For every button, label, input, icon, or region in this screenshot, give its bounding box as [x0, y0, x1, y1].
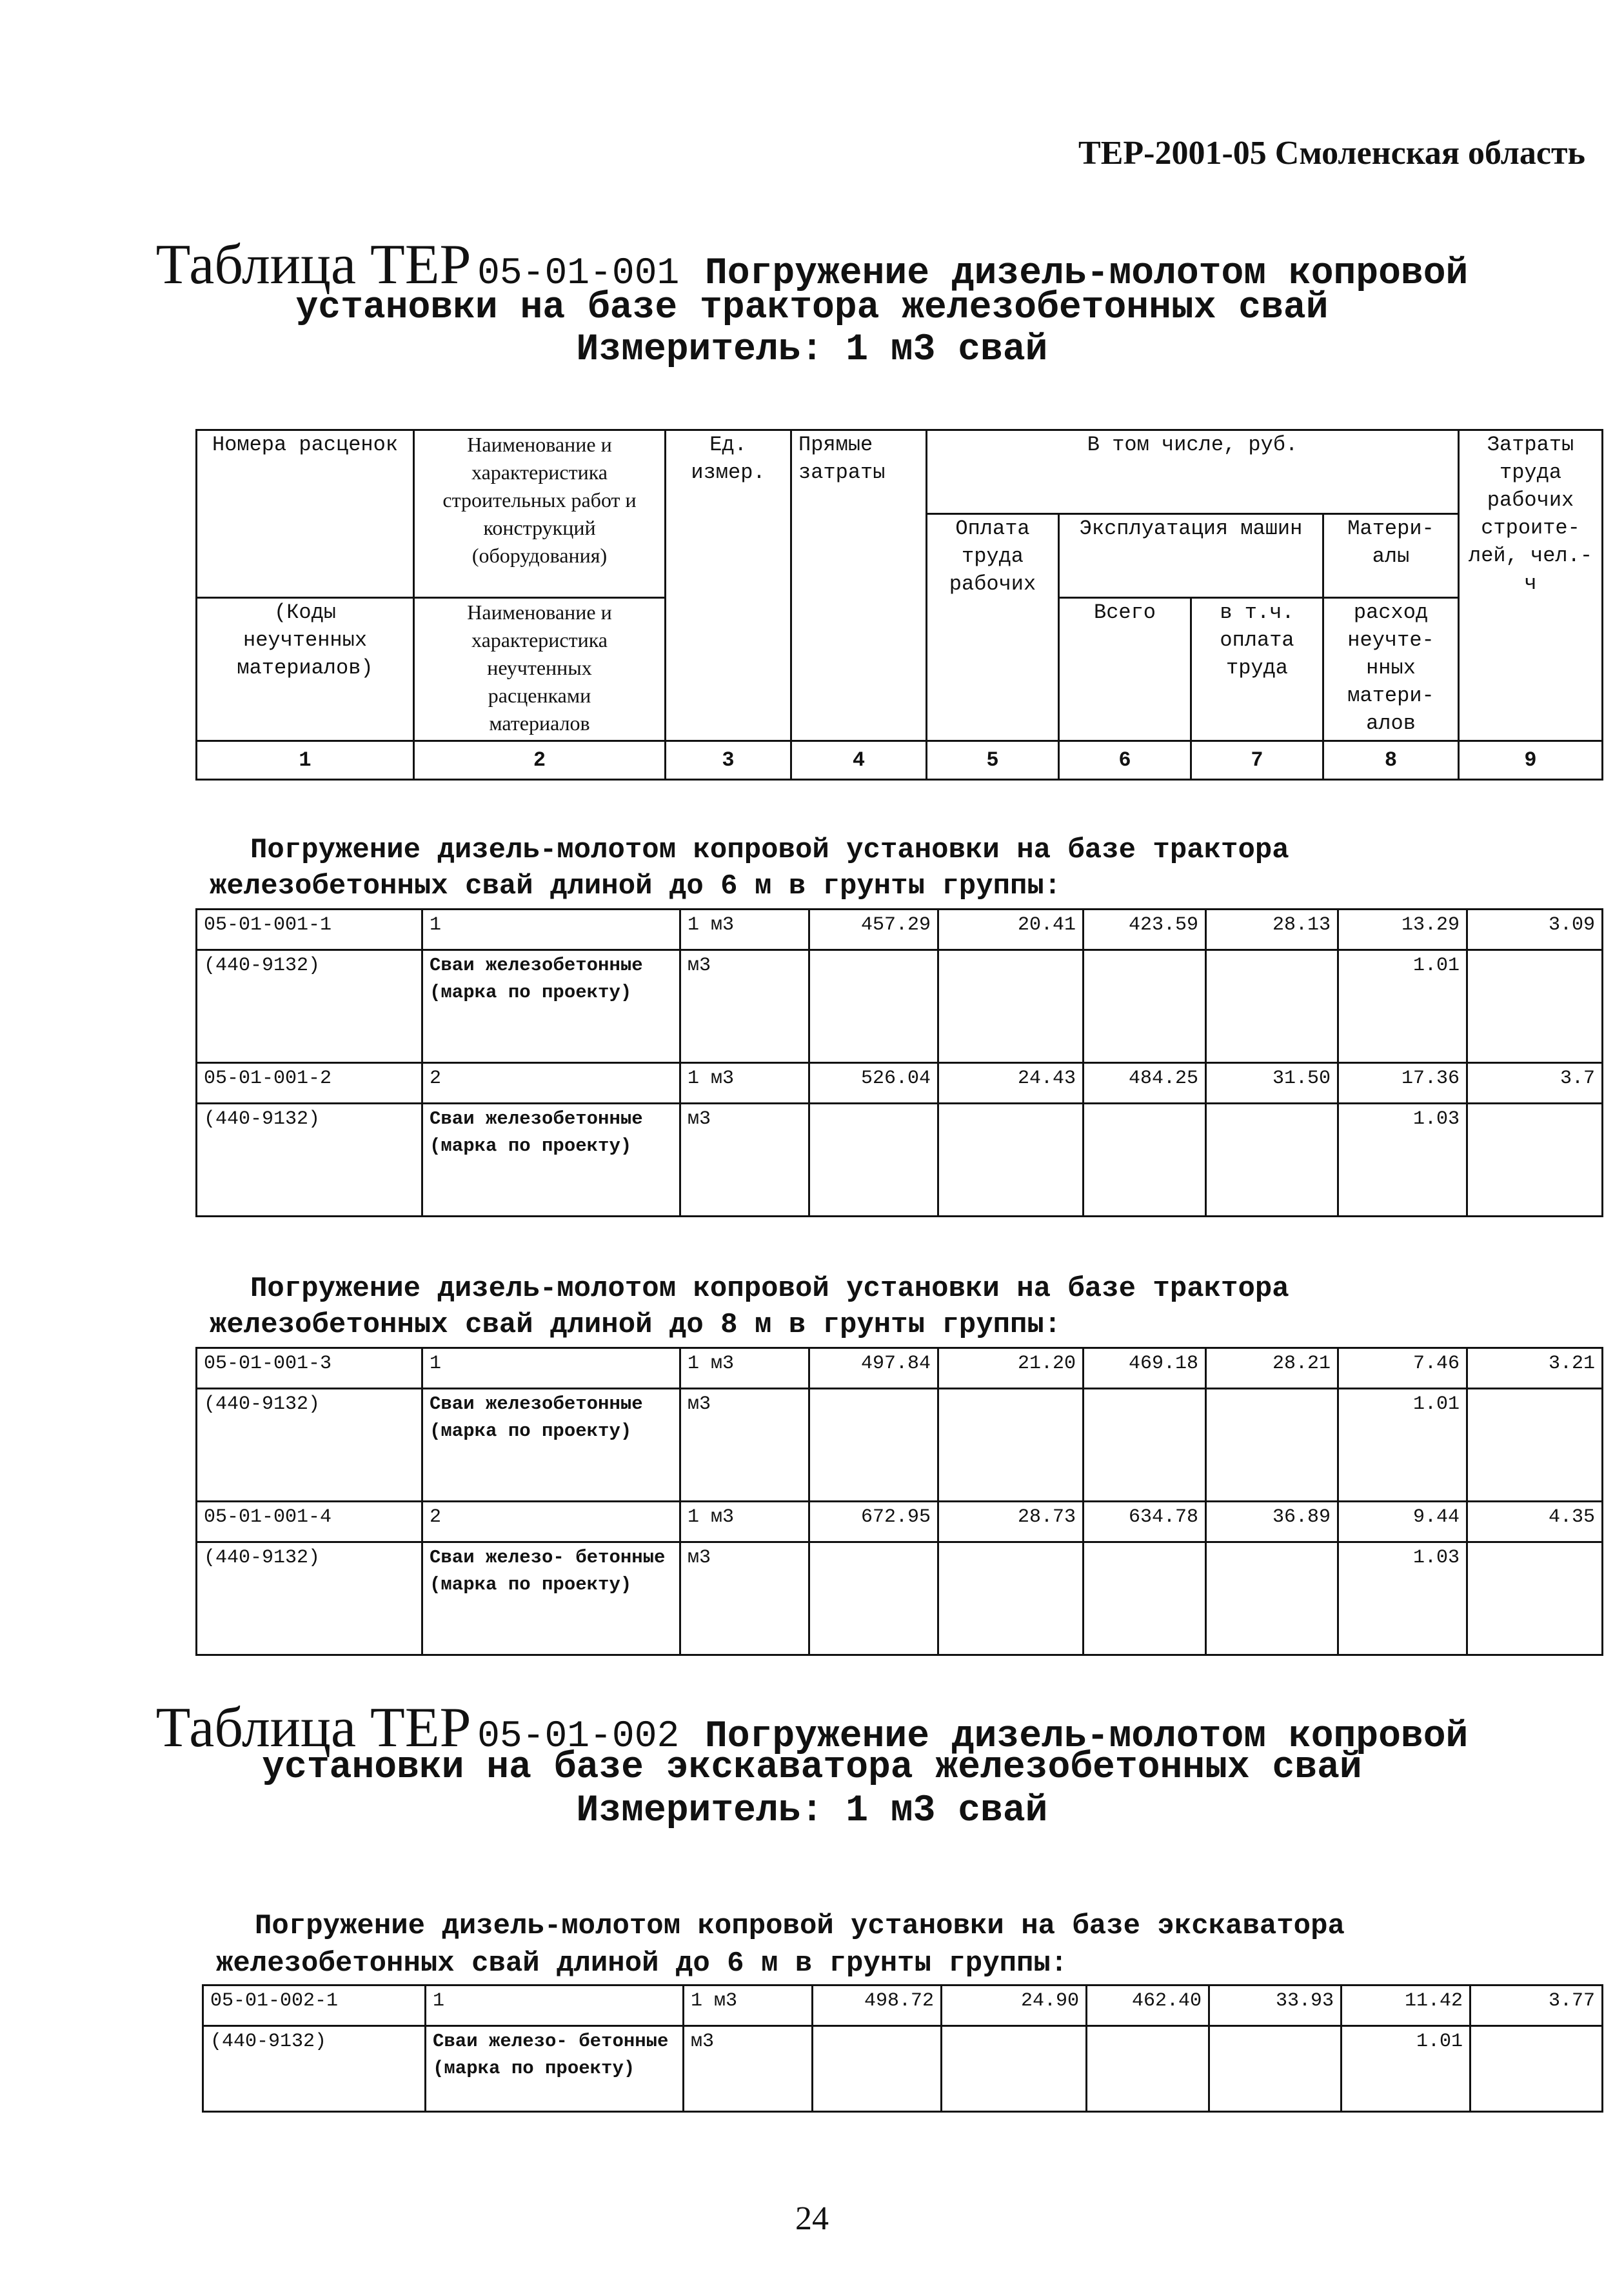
- col6-7-header: Эксплуатация машин: [1059, 514, 1323, 598]
- material-row: [197, 950, 1603, 1063]
- section2-title-line1: Погружение дизель-молотом копровой установки на базе трактора: [250, 1273, 1289, 1305]
- cell-labor: 24.90: [942, 1985, 1087, 2026]
- table-002-title-line2: установки на базе экскаватора железобетонных свай: [262, 1747, 1362, 1789]
- col6-header: Всего: [1059, 598, 1191, 741]
- cell-machines: 469.18: [1084, 1348, 1206, 1389]
- rate-row: [197, 910, 1603, 950]
- cell-code: 05-01-001-4: [197, 1502, 422, 1542]
- section1-title-line1: Погружение дизель-молотом копровой установки на базе трактора: [250, 834, 1289, 866]
- cell-materials: 1.01: [1338, 950, 1467, 1063]
- cell-machines: [1084, 1104, 1206, 1217]
- col-number: 1: [197, 741, 414, 780]
- material-row: [197, 1389, 1603, 1502]
- cell-machines-labor: [1206, 1389, 1338, 1502]
- cell-direct: [809, 1104, 938, 1217]
- cell-code: (440-9132): [197, 1542, 422, 1655]
- col-number: 5: [927, 741, 1059, 780]
- cell-materials: 1.03: [1338, 1542, 1467, 1655]
- cell-labor: 20.41: [938, 910, 1084, 950]
- cell-code: 05-01-001-1: [197, 910, 422, 950]
- table-002-code: 05-01-002: [477, 1716, 680, 1758]
- section3-table: [202, 1984, 1603, 2113]
- cell-unit: м3: [684, 2026, 813, 2112]
- table-001-measure: Измеритель: 1 м3 свай: [576, 329, 1048, 371]
- col3-header: Ед. измер.: [666, 430, 791, 741]
- cell-name: 1: [426, 1985, 684, 2026]
- cell-machines-labor: [1209, 2026, 1342, 2112]
- cell-direct: 672.95: [809, 1502, 938, 1542]
- table-001-title-line1: Погружение дизель-молотом копровой: [704, 253, 1469, 295]
- cell-hours: 4.35: [1467, 1502, 1603, 1542]
- rate-row: [197, 1348, 1603, 1389]
- cell-unit: 1 м3: [684, 1985, 813, 2026]
- cell-unit: м3: [680, 1389, 809, 1502]
- cell-unit: 1 м3: [680, 1348, 809, 1389]
- col5-header: Оплата труда рабочих: [927, 514, 1059, 741]
- cell-materials: 17.36: [1338, 1063, 1467, 1104]
- cell-labor: 24.43: [938, 1063, 1084, 1104]
- col-number: 6: [1059, 741, 1191, 780]
- cell-machines: [1087, 2026, 1209, 2112]
- cell-code: 05-01-002-1: [203, 1985, 426, 2026]
- cell-materials: 1.01: [1342, 2026, 1471, 2112]
- material-row: [197, 1104, 1603, 1217]
- cell-materials: 11.42: [1342, 1985, 1471, 2026]
- rate-row: [197, 1063, 1603, 1104]
- cell-materials: 13.29: [1338, 910, 1467, 950]
- cell-unit: 1 м3: [680, 1063, 809, 1104]
- col9-header: Затраты труда рабочих строите-лей, чел.-ч: [1459, 430, 1603, 741]
- cell-machines-labor: 36.89: [1206, 1502, 1338, 1542]
- cell-name: Сваи железо- бетонные (марка по проекту): [426, 2026, 684, 2112]
- cell-direct: 457.29: [809, 910, 938, 950]
- cell-code: 05-01-001-3: [197, 1348, 422, 1389]
- cell-machines: [1084, 1542, 1206, 1655]
- cell-name: Сваи железобетонные (марка по проекту): [422, 1389, 680, 1502]
- cell-machines-labor: 28.21: [1206, 1348, 1338, 1389]
- cell-name: 2: [422, 1502, 680, 1542]
- cell-code: 05-01-001-2: [197, 1063, 422, 1104]
- cell-hours: [1467, 1389, 1603, 1502]
- cell-machines-labor: 31.50: [1206, 1063, 1338, 1104]
- cell-materials: 9.44: [1338, 1502, 1467, 1542]
- cell-unit: м3: [680, 950, 809, 1063]
- col-number: 2: [414, 741, 666, 780]
- cell-materials: 1.01: [1338, 1389, 1467, 1502]
- cell-code: (440-9132): [197, 1104, 422, 1217]
- table-001-prefix: Таблица ТЕР: [155, 234, 471, 296]
- cell-materials: 1.03: [1338, 1104, 1467, 1217]
- cell-machines-labor: [1206, 1104, 1338, 1217]
- cell-labor: 28.73: [938, 1502, 1084, 1542]
- cell-code: (440-9132): [197, 1389, 422, 1502]
- cell-hours: 3.77: [1471, 1985, 1603, 2026]
- col-number: 3: [666, 741, 791, 780]
- cell-materials: 7.46: [1338, 1348, 1467, 1389]
- material-row: [197, 1542, 1603, 1655]
- cell-machines-labor: 28.13: [1206, 910, 1338, 950]
- cell-direct: [809, 1542, 938, 1655]
- section2-table: [195, 1347, 1603, 1656]
- cell-unit: 1 м3: [680, 910, 809, 950]
- cell-hours: [1471, 2026, 1603, 2112]
- cell-machines-labor: 33.93: [1209, 1985, 1342, 2026]
- cell-unit: 1 м3: [680, 1502, 809, 1542]
- section3-title-line2: железобетонных свай длиной до 6 м в грунты группы:: [216, 1947, 1068, 1980]
- cell-machines: 423.59: [1084, 910, 1206, 950]
- cell-unit: м3: [680, 1104, 809, 1217]
- group-header: В том числе, руб.: [927, 430, 1459, 514]
- cell-name: 2: [422, 1063, 680, 1104]
- section1-table: [195, 908, 1603, 1217]
- table-002-title-line1: Погружение дизель-молотом копровой: [704, 1716, 1469, 1758]
- cell-name: Сваи железобетонные (марка по проекту): [422, 950, 680, 1063]
- cell-labor: [942, 2026, 1087, 2112]
- rate-row: [203, 1985, 1603, 2026]
- cell-hours: [1467, 950, 1603, 1063]
- document-header: ТЕР-2001-05 Смоленская область: [1078, 135, 1585, 172]
- col2-top: Наименование и характеристика строительных работ и конструкций (оборудования): [414, 430, 666, 598]
- cell-labor: [938, 1104, 1084, 1217]
- col-number: 8: [1323, 741, 1459, 780]
- cell-name: 1: [422, 1348, 680, 1389]
- cell-labor: 21.20: [938, 1348, 1084, 1389]
- cell-direct: 498.72: [813, 1985, 942, 2026]
- col-number: 9: [1459, 741, 1603, 780]
- section2-title-line2: железобетонных свай длиной до 8 м в грунты группы:: [210, 1309, 1062, 1341]
- cell-direct: [809, 1389, 938, 1502]
- table-002-prefix: Таблица ТЕР: [155, 1697, 471, 1759]
- page-number: 24: [795, 2200, 829, 2237]
- cell-hours: 3.09: [1467, 910, 1603, 950]
- col-number: 4: [791, 741, 927, 780]
- cell-labor: [938, 1542, 1084, 1655]
- col8-bottom: расход неучте-нных матери-алов: [1323, 598, 1459, 741]
- column-header-table: [195, 429, 1603, 781]
- cell-direct: 526.04: [809, 1063, 938, 1104]
- cell-labor: [938, 1389, 1084, 1502]
- col4-header: Прямые затраты: [791, 430, 927, 741]
- cell-unit: м3: [680, 1542, 809, 1655]
- cell-machines: 484.25: [1084, 1063, 1206, 1104]
- cell-name: Сваи железобетонные (марка по проекту): [422, 1104, 680, 1217]
- col7-header: в т.ч. оплата труда: [1191, 598, 1323, 741]
- cell-direct: [813, 2026, 942, 2112]
- cell-hours: [1467, 1104, 1603, 1217]
- cell-name: Сваи железо- бетонные (марка по проекту): [422, 1542, 680, 1655]
- table-001-code: 05-01-001: [477, 253, 680, 295]
- cell-direct: [809, 950, 938, 1063]
- col-number: 7: [1191, 741, 1323, 780]
- cell-direct: 497.84: [809, 1348, 938, 1389]
- cell-machines: 462.40: [1087, 1985, 1209, 2026]
- section3-title-line1: Погружение дизель-молотом копровой установки на базе экскаватора: [255, 1910, 1345, 1942]
- col8-top: Матери-алы: [1323, 514, 1459, 598]
- col2-bottom: Наименование и характеристика неучтенных расценками материалов: [414, 598, 666, 741]
- cell-machines: 634.78: [1084, 1502, 1206, 1542]
- cell-name: 1: [422, 910, 680, 950]
- material-row: [203, 2026, 1603, 2112]
- cell-code: (440-9132): [203, 2026, 426, 2112]
- rate-row: [197, 1502, 1603, 1542]
- col1-bottom: (Коды неучтенных материалов): [197, 598, 414, 741]
- cell-machines-labor: [1206, 1542, 1338, 1655]
- cell-hours: 3.21: [1467, 1348, 1603, 1389]
- cell-hours: [1467, 1542, 1603, 1655]
- section1-title-line2: железобетонных свай длиной до 6 м в грунты группы:: [210, 870, 1062, 902]
- cell-machines-labor: [1206, 950, 1338, 1063]
- cell-labor: [938, 950, 1084, 1063]
- table-002-measure: Измеритель: 1 м3 свай: [576, 1790, 1048, 1832]
- col1-top: Номера расценок: [197, 430, 414, 598]
- cell-machines: [1084, 950, 1206, 1063]
- table-001-title-line2: установки на базе трактора железобетонных свай: [295, 287, 1329, 329]
- cell-code: (440-9132): [197, 950, 422, 1063]
- cell-hours: 3.7: [1467, 1063, 1603, 1104]
- cell-machines: [1084, 1389, 1206, 1502]
